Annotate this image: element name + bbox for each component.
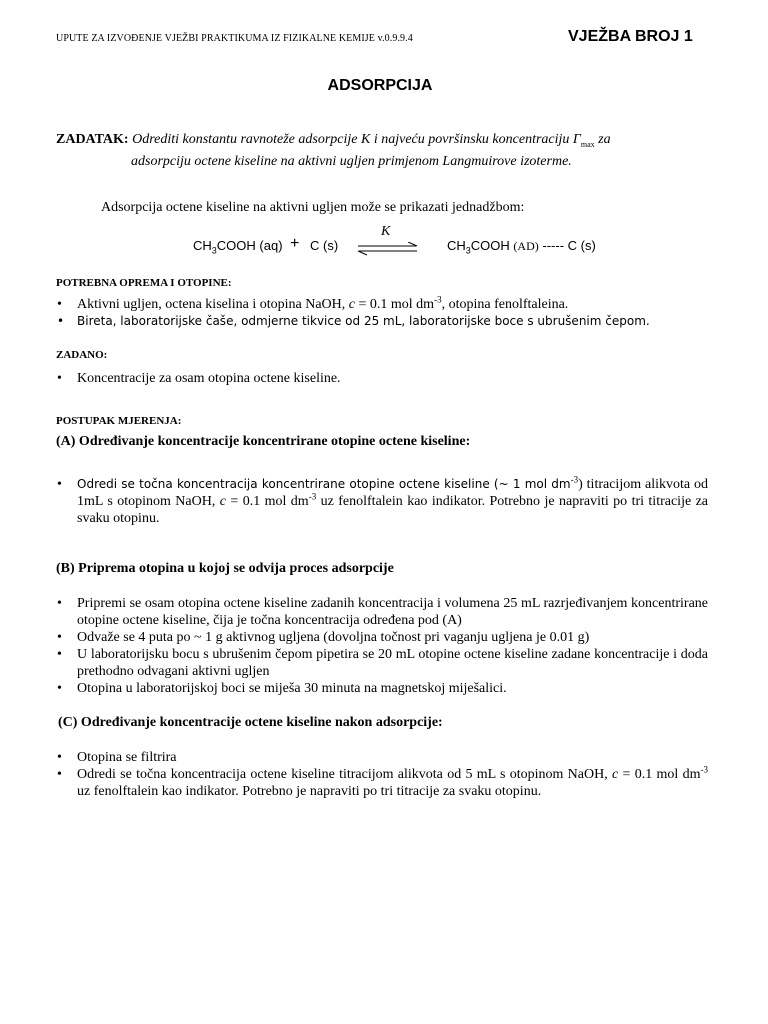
- equipment-list: [56, 296, 708, 330]
- list-item: • Aktivni ugljen, octena kiselina i otopina NaOH, c = 0.1 mol $dm^{-3}$, otopina fenolftaleina.: [56, 296, 708, 313]
- task-k-symbol: K: [361, 132, 371, 147]
- procedure-heading: POSTUPAK MJERENJA:: [56, 415, 182, 427]
- list-item: • Odvaže se 4 puta po ~ 1 g aktivnog ugljena (dovoljna točnost pri vaganju ugljena je 0.01 g): [56, 629, 708, 646]
- reaction-equation: [0, 224, 768, 262]
- reactant-carbon: C (s): [310, 238, 339, 253]
- list-item: • Odredi se točna koncentracija octene kiseline titracijom alikvota od 5 mL s otopinom NaOH, c = 0.1 mol $dm^{-3}$ uz fenolftalein kao indikator. Potrebno je napraviti po tri titracije za svaku otopinu.: [56, 766, 708, 800]
- task-text-2: adsorpciju octene kiseline na aktivni ugljen primjenom Langmuirove izoterme.: [131, 153, 572, 169]
- equilibrium-constant-label: K: [381, 224, 391, 239]
- plus-sign: +: [290, 235, 300, 252]
- list-item: • Otopina se filtrira: [56, 749, 708, 766]
- section-c-heading: (C) Određivanje koncentracije octene kiseline nakon adsorpcije:: [58, 715, 443, 730]
- reactant-acetic-acid: $CH_3COOH$ (aq): [193, 238, 283, 256]
- product-adsorbed-acid: $CH_3COOH$ (AD) ----- C (s): [447, 238, 596, 256]
- given-list: [56, 370, 708, 387]
- list-item: • Pripremi se osam otopina octene kiseline zadanih koncentracija i volumena 25 mL razrjeđivanjem koncentrirane otopine octene kiseline, čija je točna koncentracija određena pod (A): [56, 595, 708, 629]
- equilibrium-arrow-icon: [356, 242, 420, 256]
- section-a-list: [56, 476, 708, 527]
- task-paragraph: [56, 131, 706, 170]
- task-text-1: Odrediti konstantu ravnoteže adsorpcije: [132, 132, 358, 147]
- header-left-title: UPUTE ZA IZVOĐENJE VJEŽBI PRAKTIKUMA IZ FIZIKALNE KEMIJE v.0.9.9.4: [56, 33, 413, 44]
- list-item: • Bireta, laboratorijske čaše, odmjerne tikvice od 25 mL, laboratorijske boce s ubrušenim čepom.: [56, 313, 708, 330]
- page-title: ADSORPCIJA: [327, 77, 433, 94]
- section-c-list: [56, 749, 708, 800]
- list-item: • Otopina u laboratorijskoj boci se miješa 30 minuta na magnetskoj miješalici.: [56, 680, 708, 697]
- exercise-number: VJEŽBA BROJ 1: [568, 28, 693, 45]
- list-item: • Koncentracije za osam otopina octene kiseline.: [56, 370, 708, 387]
- task-text-1b: i najveću površinsku koncentraciju: [373, 132, 570, 147]
- task-text-1c: za: [598, 132, 611, 147]
- task-label: ZADATAK:: [56, 132, 129, 147]
- list-item: • Odredi se točna koncentracija koncentrirane otopine octene kiseline (~ 1 mol $dm^{-3}$) titracijom alikvota od 1mL s otopinom NaOH, c = 0.1 mol $dm^{-3}$ uz fenolftalein kao indikator. Potrebno je napraviti po tri titracije za svaku otopinu.: [56, 476, 708, 527]
- section-b-list: [56, 595, 708, 697]
- equipment-heading: POTREBNA OPREMA I OTOPINE:: [56, 277, 232, 289]
- task-gamma-sub: max: [580, 139, 595, 149]
- section-b-heading: (B) Priprema otopina u kojoj se odvija proces adsorpcije: [56, 561, 394, 576]
- task-gamma-symbol: Γ: [572, 132, 581, 147]
- list-item: • U laboratorijsku bocu s ubrušenim čepom pipetira se 20 mL otopine octene kiseline zadane koncentracije i doda prethodno odvagani aktivni ugljen: [56, 646, 708, 680]
- section-a-heading: (A) Određivanje koncentracije koncentrirane otopine octene kiseline:: [56, 434, 471, 449]
- given-heading: ZADANO:: [56, 349, 108, 361]
- intro-text: Adsorpcija octene kiseline na aktivni ugljen može se prikazati jednadžbom:: [101, 200, 525, 215]
